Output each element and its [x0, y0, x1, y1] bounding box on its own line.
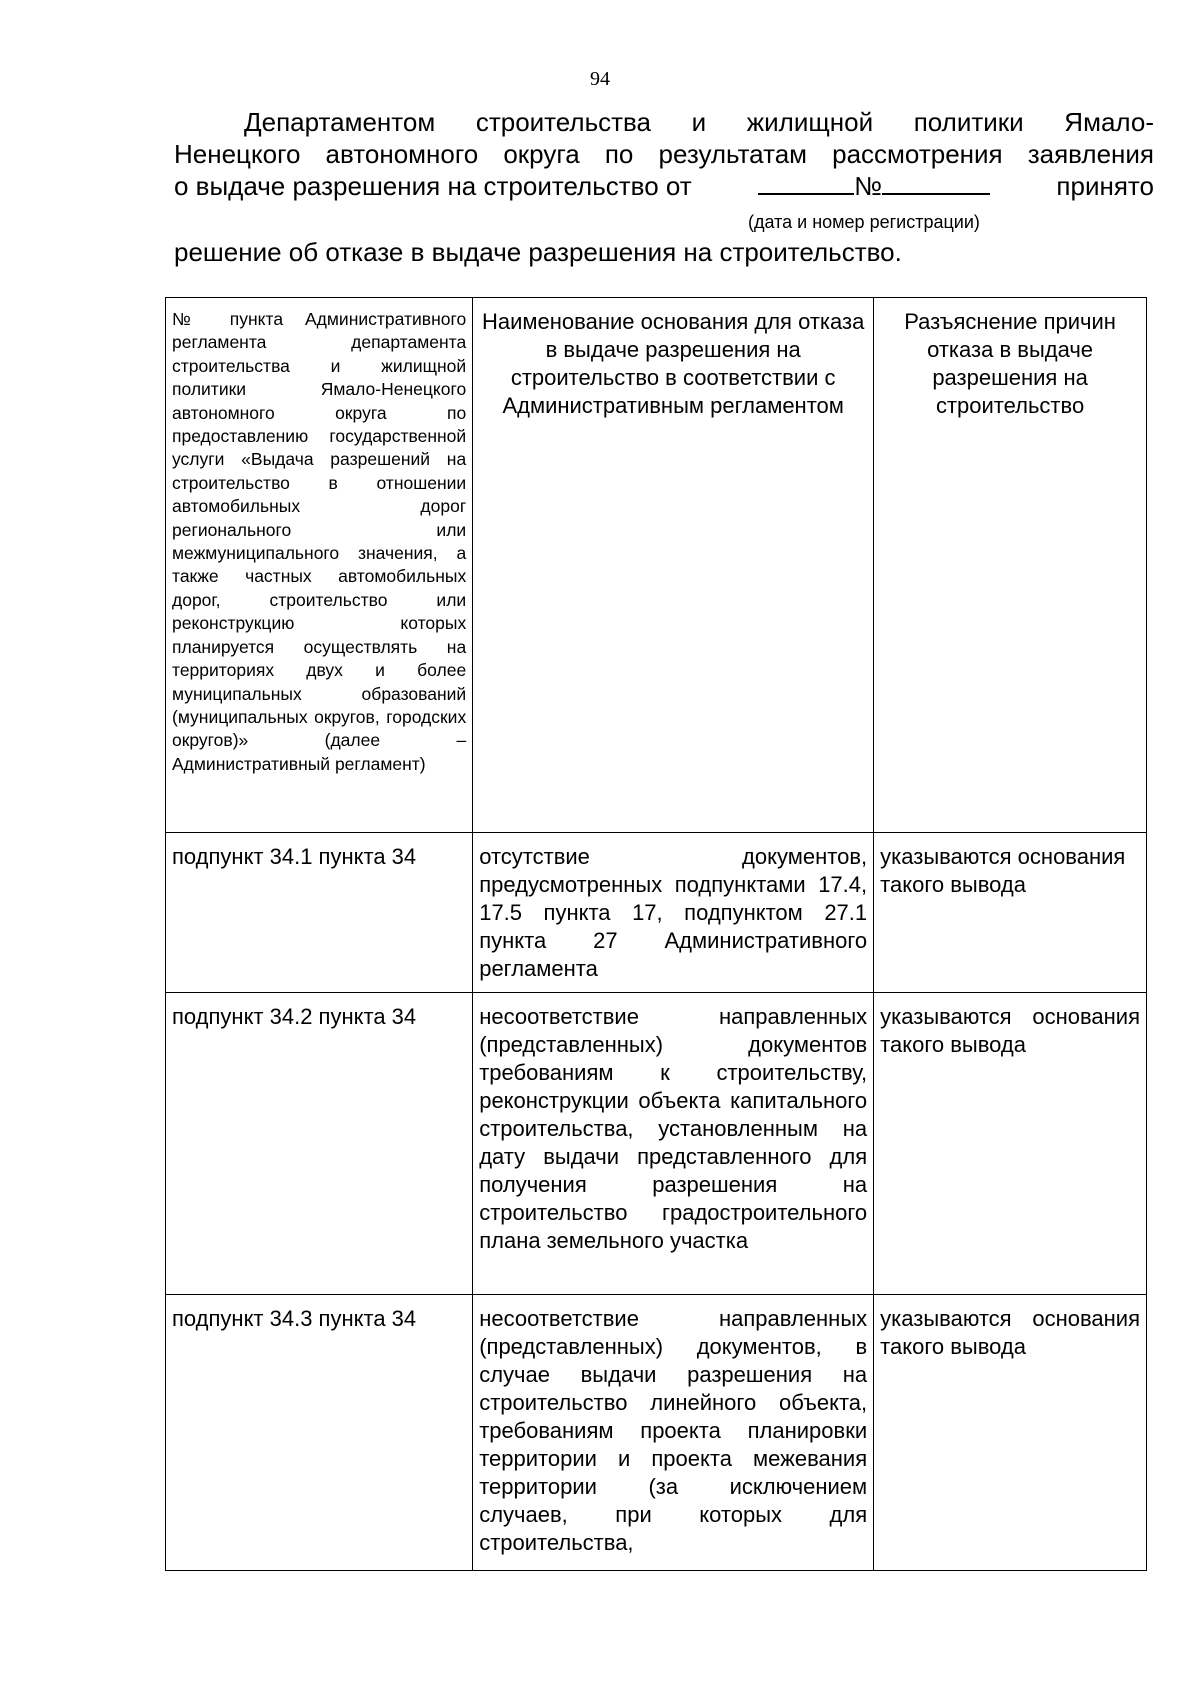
header-explanation: Разъяснение причин отказа в выдаче разрешения на строительство: [874, 298, 1147, 833]
intro-paragraph: [174, 106, 1154, 202]
row-ground: отсутствие документов, предусмотренных подпунктами 17.4, 17.5 пункта 17, подпунктом 27.1 пункта 27 Административного регламента: [473, 833, 874, 993]
intro-line-2: Ненецкого автономного округа по результатам рассмотрения заявления: [174, 139, 1154, 169]
refusal-grounds-table: [165, 297, 1147, 1571]
table-header-row: [166, 298, 1147, 833]
row-explanation: указываются основания такого вывода: [874, 833, 1147, 993]
page-number: 94: [590, 68, 610, 90]
row-ground: несоответствие направленных (представленных) документов, в случае выдачи разрешения на строительство линейного объекта, требованиям проекта планировки территории и проекта межевания территории (за исключением случаев, при которых для строительства,: [473, 1295, 874, 1571]
row-explanation: указываются основания такого вывода: [874, 1295, 1147, 1571]
row-explanation: указываются основания такого вывода: [874, 993, 1147, 1295]
table-row: [166, 993, 1147, 1295]
intro-line-3-start: о выдаче разрешения на строительство от: [174, 171, 692, 201]
table-row: [166, 833, 1147, 993]
row-ground: несоответствие направленных (представленных) документов требованиям к строительству, реконструкции объекта капитального строительства, установленным на дату выдачи представленного для получения разрешения на строительство градостроительного плана земельного участка: [473, 993, 874, 1295]
table-row: [166, 1295, 1147, 1571]
header-clause: № пункта Административного регламента департамента строительства и жилищной политики Ямало-Ненецкого автономного округа по предоставлению государственной услуги «Выдача разрешений на строительство в отношении автомобильных дорог регионального или межмуниципального значения, а также частных автомобильных дорог, строительство или реконструкцию которых планируется осуществлять на территориях двух и более муниципальных образований (муниципальных округов, городских округов)» (далее – Административный регламент): [166, 298, 473, 833]
date-blank: [758, 171, 854, 195]
number-blank: [882, 171, 990, 195]
decision-line: решение об отказе в выдаче разрешения на строительство.: [174, 237, 902, 267]
header-ground: Наименование основания для отказа в выдаче разрешения на строительство в соответствии с Административным регламентом: [473, 298, 874, 833]
intro-line-3-end: принято: [1056, 171, 1154, 201]
registration-caption: (дата и номер регистрации): [748, 212, 980, 232]
row-clause: подпункт 34.2 пункта 34: [166, 993, 473, 1295]
row-clause: подпункт 34.3 пункта 34: [166, 1295, 473, 1571]
registration-field: [758, 170, 990, 202]
intro-line-3: [174, 170, 1154, 202]
intro-line-1: Департаментом строительства и жилищной политики Ямало-: [244, 107, 1154, 137]
number-sign: №: [854, 171, 882, 201]
row-clause: подпункт 34.1 пункта 34: [166, 833, 473, 993]
